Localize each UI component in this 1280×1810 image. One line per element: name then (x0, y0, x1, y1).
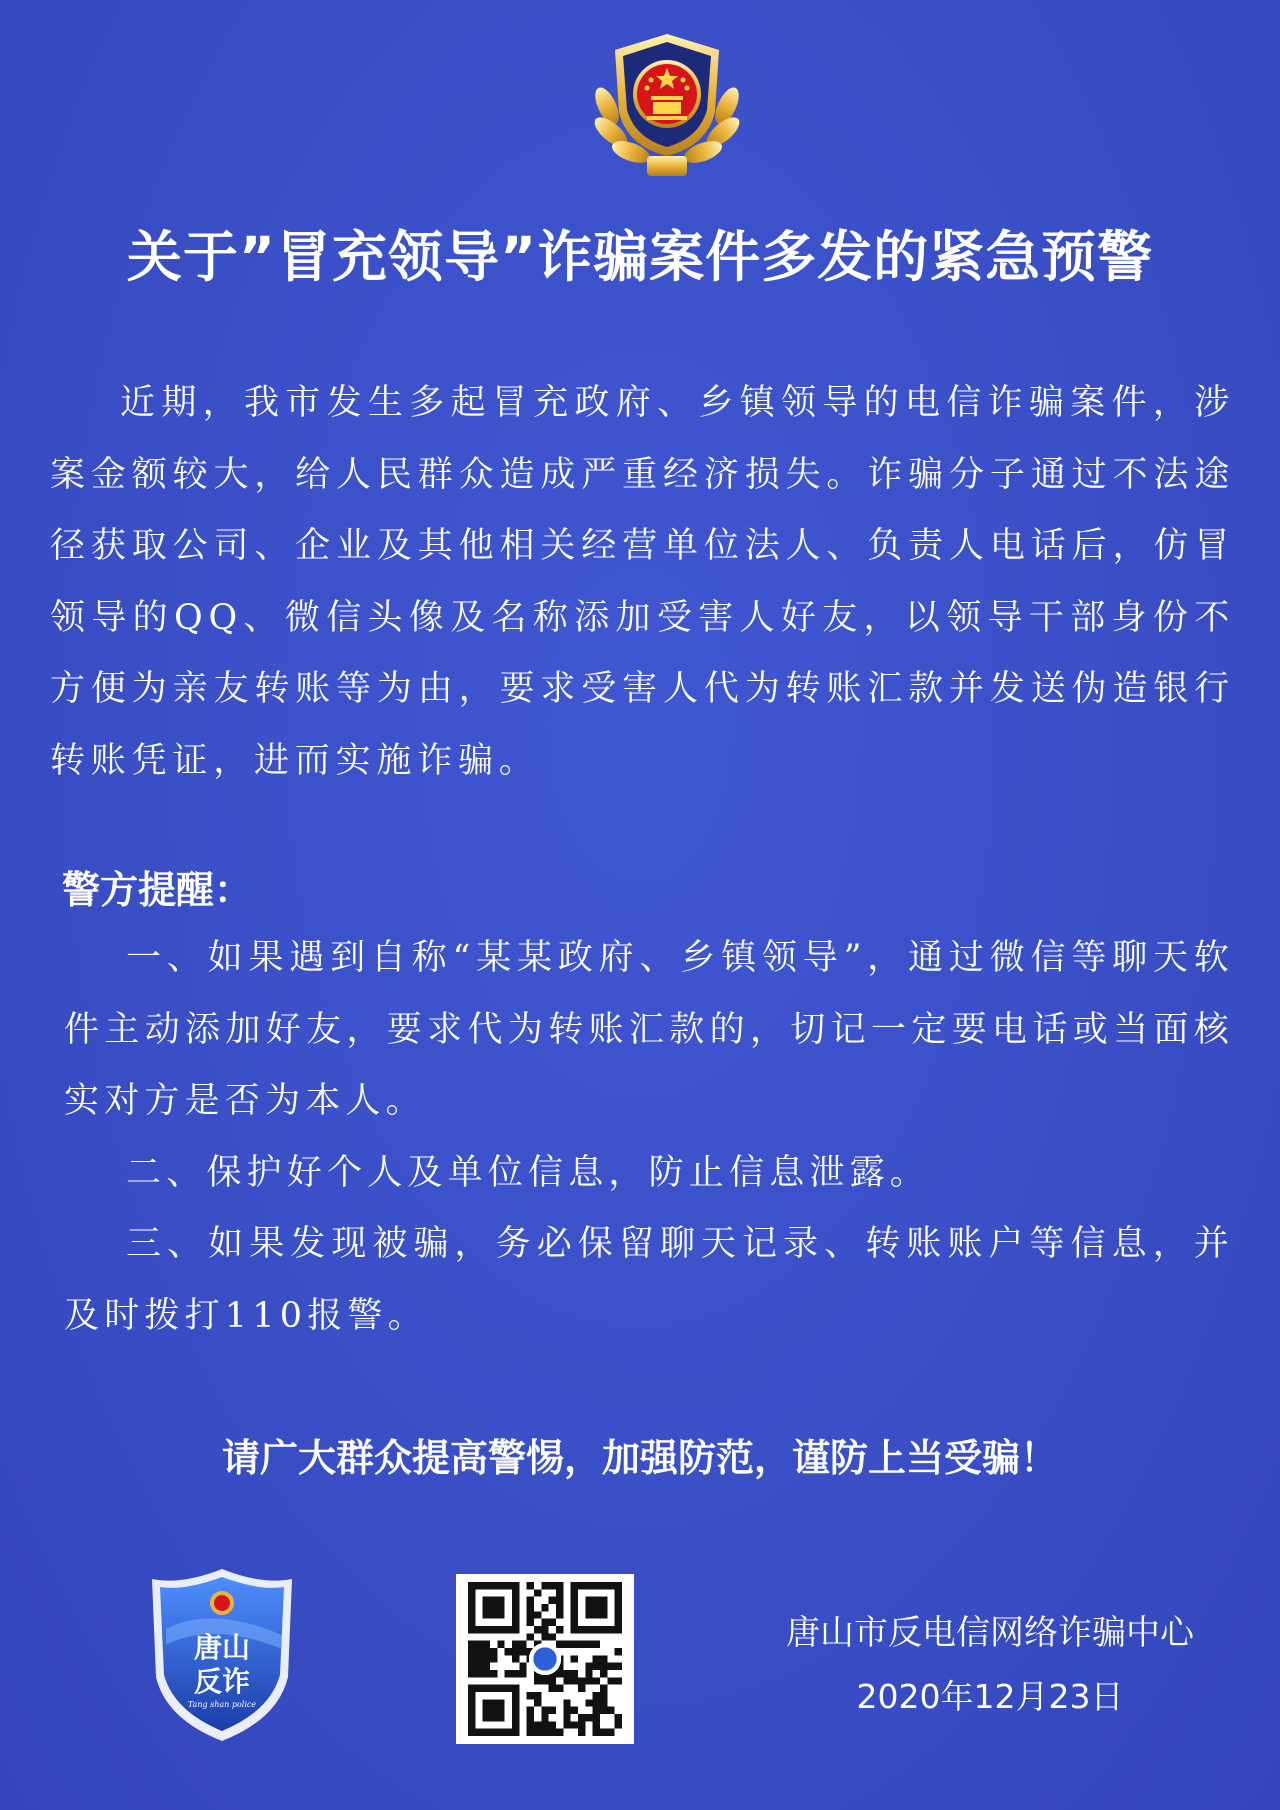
police-emblem-icon (587, 28, 747, 183)
tip-item: 一、如果遇到自称“某某政府、乡镇领导”，通过微信等聊天软件主动添加好友，要求代为转账汇款的，切记一定要电话或当面核实对方是否为本人。 (64, 938, 1234, 1121)
reminder-heading: 警方提醒： (62, 868, 253, 912)
qr-code-icon (464, 1582, 626, 1736)
qr-code[interactable] (456, 1574, 634, 1744)
intro-paragraph: 近期，我市发生多起冒充政府、乡镇领导的电信诈骗案件，涉案金额较大，给人民群众造成严重经济损失。诈骗分子通过不法途径获取公司、企业及其他相关经营单位法人、负责人电话后，仿冒领导的QQ、微信头像及名称添加受害人好友，以领导干部身份不方便为亲友转账等为由，要求受害人代为转账汇款并发送伪造银行转账凭证，进而实施诈骗。 (50, 383, 1235, 781)
organization-name: 唐山市反电信网络诈骗中心 (786, 1613, 1194, 1653)
anti-fraud-shield-icon (142, 1565, 302, 1745)
badge-line2: 反诈 (193, 1665, 251, 1698)
issue-date: 2020年12月23日 (856, 1677, 1124, 1716)
tips-list (64, 923, 1234, 1352)
tip-item: 二、保护好个人及单位信息，防止信息泄露。 (126, 1152, 931, 1193)
badge-line1: 唐山 (193, 1631, 251, 1664)
slogan: 请广大群众提高警惕，加强防范，谨防上当受骗！ (221, 1436, 1058, 1480)
notice-title: 关于”冒充领导”诈骗案件多发的紧急预警 (126, 225, 1154, 289)
badge-subtitle: Tang shan police (187, 1700, 257, 1709)
tip-item: 三、如果发现被骗，务必保留聊天记录、转账账户等信息，并及时拨打110报警。 (64, 1224, 1234, 1336)
